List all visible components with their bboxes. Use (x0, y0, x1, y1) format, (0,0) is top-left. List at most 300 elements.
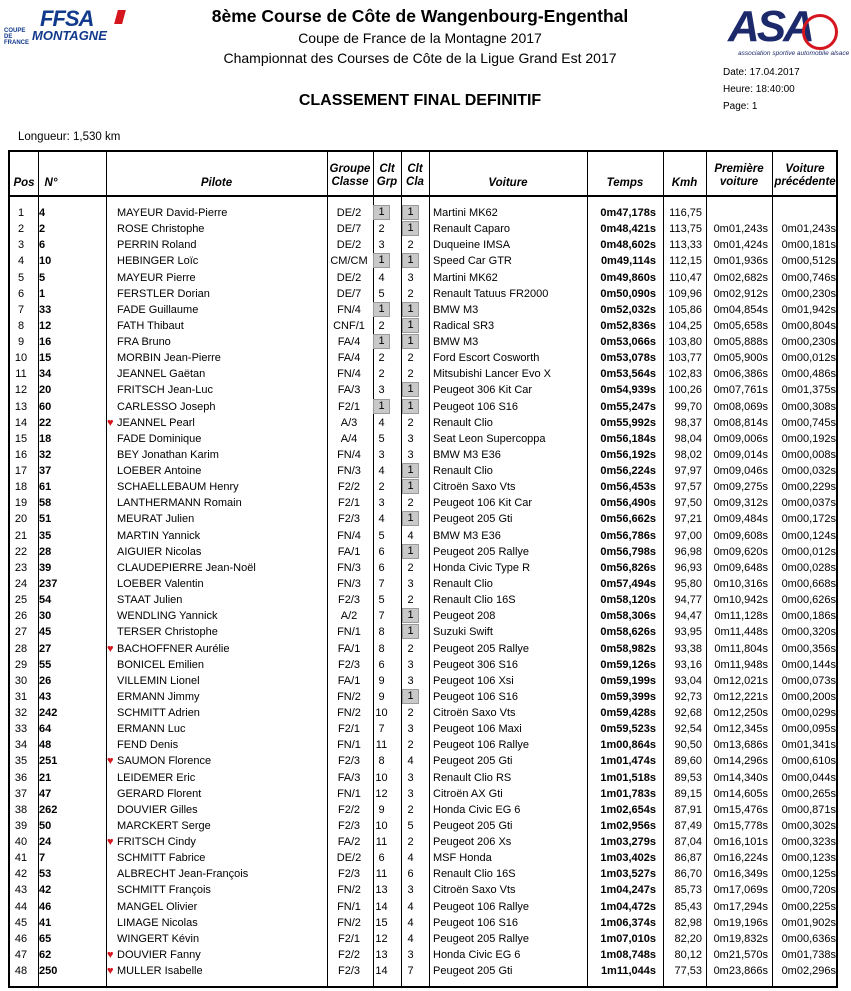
cell-pilote: LANTHERMANN Romain (117, 497, 242, 510)
cell-groupe-classe: A/3 (340, 416, 358, 429)
cell-num: 10 (39, 255, 52, 268)
cell-voiture: Peugeot 106 S16 (433, 690, 519, 703)
cell-premiere-voiture: 0m01,243s (713, 223, 768, 236)
cell-temps: 0m49,860s (600, 271, 656, 284)
cell-num: 41 (39, 916, 52, 929)
cell-kmh: 89,15 (674, 787, 702, 800)
cell-pilote: FRA Bruno (117, 336, 171, 349)
ffsa-flag-icon (114, 10, 126, 24)
cell-groupe-classe: FA/4 (337, 336, 361, 349)
cell-pilote: LEIDEMER Eric (117, 771, 196, 784)
cell-clt-grp: 10 (375, 707, 388, 720)
cell-temps: 0m47,178s (600, 207, 656, 219)
cell-groupe-classe: A/4 (340, 432, 358, 445)
cell-num: 6 (39, 239, 46, 252)
table-row (0, 237, 851, 253)
cell-clt-grp: 8 (378, 642, 385, 655)
cell-voiture: Peugeot 106 Kit Car (433, 497, 533, 510)
cell-clt-grp: 4 (378, 271, 385, 284)
cell-clt-grp: 1 (373, 334, 390, 349)
cell-pilote: TERSER Christophe (117, 626, 218, 639)
cell-kmh: 99,70 (674, 400, 702, 413)
cell-pos: 41 (14, 852, 28, 865)
col-groupe-line2: Classe (331, 176, 369, 188)
cell-premiere-voiture: 0m10,316s (713, 577, 768, 590)
cell-pilote: SCHMITT Fabrice (117, 852, 206, 865)
cell-premiere-voiture: 0m05,658s (713, 319, 768, 332)
table-row (0, 399, 851, 415)
cell-num: 61 (39, 481, 52, 494)
cell-num: 2 (39, 223, 46, 236)
cell-kmh: 103,80 (668, 336, 702, 349)
cell-pilote: MULLER Isabelle (117, 965, 203, 978)
cell-groupe-classe: DE/2 (336, 207, 362, 219)
cell-voiture-precedente: 0m00,626s (781, 594, 836, 607)
cell-clt-cla: 2 (407, 561, 414, 574)
cell-clt-cla: 3 (407, 884, 414, 897)
cell-temps: 0m59,199s (600, 674, 656, 687)
cell-pos: 12 (14, 384, 28, 397)
cell-clt-cla: 1 (402, 463, 419, 478)
cell-clt-cla: 4 (407, 529, 414, 542)
cell-voiture-precedente: 0m00,229s (781, 481, 836, 494)
cell-pilote: DOUVIER Fanny (117, 948, 201, 961)
cell-voiture: Peugeot 106 S16 (433, 916, 519, 929)
cell-kmh: 97,97 (674, 465, 702, 478)
table-row (0, 479, 851, 495)
cell-groupe-classe: CM/CM (330, 255, 368, 268)
cell-temps: 0m55,247s (600, 400, 656, 413)
cell-groupe-classe: F2/1 (337, 400, 360, 413)
cell-pilote: MAYEUR Pierre (117, 271, 196, 284)
cell-groupe-classe: F2/3 (337, 868, 360, 881)
cell-temps: 0m53,564s (600, 368, 656, 381)
cell-premiere-voiture: 0m16,349s (713, 868, 768, 881)
cell-temps: 0m59,428s (600, 707, 656, 720)
cell-voiture-precedente: 0m01,738s (781, 948, 836, 961)
cell-pilote: AIGUIER Nicolas (117, 545, 202, 558)
cell-kmh: 89,53 (674, 771, 702, 784)
cell-temps: 0m56,184s (600, 432, 656, 445)
cell-kmh: 97,57 (674, 481, 702, 494)
cell-groupe-classe: FA/1 (337, 545, 361, 558)
heart-icon: ♥ (107, 836, 114, 849)
table-row (0, 318, 851, 334)
cell-num: 62 (39, 948, 52, 961)
cell-kmh: 98,04 (674, 432, 702, 445)
table-row (0, 302, 851, 318)
cell-voiture: Citroën Saxo Vts (433, 481, 516, 494)
longueur-label: Longueur: 1,530 km (18, 131, 121, 143)
cell-premiere-voiture: 0m14,296s (713, 755, 768, 768)
cell-voiture-precedente: 0m00,186s (781, 610, 836, 623)
cell-groupe-classe: FA/3 (337, 771, 361, 784)
cell-premiere-voiture: 0m16,101s (713, 836, 768, 849)
cell-voiture-precedente: 0m00,320s (781, 626, 836, 639)
cell-clt-cla: 3 (407, 948, 414, 961)
cell-voiture-precedente: 0m00,230s (781, 287, 836, 300)
cell-clt-grp: 11 (375, 868, 388, 881)
cell-voiture: Honda Civic EG 6 (433, 803, 521, 816)
cell-num: 237 (39, 577, 58, 590)
cell-num: 51 (39, 513, 52, 526)
table-row (0, 866, 851, 882)
cell-premiere-voiture: 0m02,682s (713, 271, 768, 284)
cell-voiture: Peugeot 106 Xsi (433, 674, 514, 687)
cell-num: 45 (39, 626, 52, 639)
cell-pilote: FRITSCH Cindy (117, 836, 196, 849)
cell-clt-cla: 1 (402, 205, 419, 220)
cell-clt-grp: 6 (378, 658, 385, 671)
cell-groupe-classe: F2/1 (337, 497, 360, 510)
cell-pilote: MEURAT Julien (117, 513, 195, 526)
date-label: Date: 17.04.2017 (723, 67, 800, 78)
cell-pos: 4 (17, 255, 25, 268)
table-row (0, 334, 851, 350)
cell-num: 4 (39, 207, 46, 219)
cell-pilote: FERSTLER Dorian (117, 287, 210, 300)
cell-pos: 17 (14, 465, 28, 478)
cell-clt-grp: 2 (378, 319, 385, 332)
cell-pos: 2 (17, 223, 25, 236)
col-cltcla-line1: Clt (407, 163, 423, 175)
col-kmh-header: Kmh (671, 177, 698, 189)
cell-pos: 5 (17, 271, 25, 284)
cell-num: 1 (39, 287, 46, 300)
table-row (0, 350, 851, 366)
cell-voiture-precedente: 0m00,356s (781, 642, 836, 655)
cell-clt-cla: 2 (407, 739, 414, 752)
cell-clt-cla: 1 (402, 689, 419, 704)
cell-groupe-classe: FA/1 (337, 642, 361, 655)
page-number: Page: 1 (723, 101, 758, 112)
cell-clt-grp: 13 (375, 948, 388, 961)
cell-kmh: 93,95 (674, 626, 702, 639)
cell-pos: 22 (14, 545, 28, 558)
cell-voiture: BMW M3 (433, 303, 479, 316)
cell-groupe-classe: FN/1 (337, 900, 361, 913)
cell-pos: 48 (14, 965, 28, 978)
cell-groupe-classe: FN/4 (337, 448, 361, 461)
cell-groupe-classe: DE/7 (336, 287, 362, 300)
cell-groupe-classe: F2/1 (337, 932, 360, 945)
cell-voiture-precedente: 0m00,486s (781, 368, 836, 381)
cell-clt-grp: 2 (378, 368, 385, 381)
cell-pilote: LOEBER Antoine (117, 465, 202, 478)
header-separator (8, 195, 838, 197)
cell-num: 65 (39, 932, 52, 945)
cell-temps: 0m57,494s (600, 577, 656, 590)
cell-temps: 1m06,374s (600, 916, 656, 929)
table-row (0, 576, 851, 592)
cell-kmh: 77,53 (674, 965, 702, 978)
cell-clt-grp: 4 (378, 465, 385, 478)
cell-kmh: 97,00 (674, 529, 702, 542)
cell-clt-grp: 14 (375, 900, 388, 913)
cell-clt-grp: 5 (378, 594, 385, 607)
cell-kmh: 93,04 (674, 674, 702, 687)
cell-num: 5 (39, 271, 46, 284)
cell-num: 26 (39, 674, 52, 687)
cell-num: 37 (39, 465, 52, 478)
cell-voiture-precedente: 0m00,720s (781, 884, 836, 897)
cell-voiture-precedente: 0m01,942s (781, 303, 836, 316)
cell-pos: 31 (14, 690, 28, 703)
cell-voiture: Renault Caparo (433, 223, 511, 236)
cell-clt-grp: 11 (375, 836, 388, 849)
cell-voiture: Radical SR3 (433, 319, 495, 332)
cell-groupe-classe: DE/2 (336, 271, 362, 284)
cell-premiere-voiture: 0m09,312s (713, 497, 768, 510)
cell-clt-cla: 2 (407, 416, 414, 429)
cell-premiere-voiture: 0m11,948s (714, 658, 768, 671)
cell-pilote: MANGEL Olivier (117, 900, 198, 913)
cell-groupe-classe: F2/3 (337, 594, 360, 607)
cell-pos: 45 (14, 916, 28, 929)
cell-voiture: Peugeot 205 Gti (433, 819, 513, 832)
cell-clt-cla: 1 (402, 544, 419, 559)
cell-clt-cla: 3 (407, 674, 414, 687)
cell-clt-cla: 2 (407, 594, 414, 607)
cell-voiture: MSF Honda (433, 852, 492, 865)
cell-pos: 3 (17, 239, 25, 252)
cell-pilote: SAUMON Florence (117, 755, 212, 768)
cell-kmh: 93,16 (674, 658, 702, 671)
heart-icon: ♥ (107, 416, 114, 429)
cell-clt-grp: 5 (378, 432, 385, 445)
cell-groupe-classe: FA/4 (337, 352, 361, 365)
cell-voiture: Ford Escort Cosworth (433, 352, 540, 365)
cell-voiture-precedente: 0m00,200s (781, 690, 836, 703)
cell-voiture-precedente: 0m02,296s (781, 965, 836, 978)
cell-groupe-classe: FN/4 (337, 368, 361, 381)
cell-temps: 0m59,126s (600, 658, 656, 671)
cell-groupe-classe: FN/4 (337, 303, 361, 316)
cell-clt-grp: 5 (378, 287, 385, 300)
cell-temps: 0m56,786s (600, 529, 656, 542)
cell-temps: 0m56,826s (600, 561, 656, 574)
cell-temps: 0m53,066s (600, 336, 656, 349)
table-row (0, 624, 851, 640)
table-row (0, 544, 851, 560)
cell-voiture: Martini MK62 (433, 271, 498, 284)
cell-pos: 19 (14, 497, 28, 510)
cell-kmh: 98,37 (674, 416, 702, 429)
cell-kmh: 87,49 (674, 819, 702, 832)
cell-pos: 21 (14, 529, 28, 542)
cell-clt-grp: 15 (375, 916, 388, 929)
cell-temps: 1m01,518s (600, 771, 656, 784)
cell-clt-grp: 7 (378, 610, 385, 623)
cell-groupe-classe: FA/1 (337, 674, 361, 687)
cell-clt-cla: 2 (407, 352, 414, 365)
cell-pilote: FADE Guillaume (117, 303, 199, 316)
col-num-header: N° (44, 177, 58, 189)
table-row (0, 657, 851, 673)
cell-pos: 15 (14, 432, 28, 445)
cell-kmh: 86,70 (674, 868, 702, 881)
cell-kmh: 100,26 (668, 384, 702, 397)
cell-kmh: 97,50 (674, 497, 702, 510)
cell-kmh: 92,73 (674, 690, 702, 703)
cell-pos: 23 (14, 561, 28, 574)
cell-num: 242 (39, 707, 58, 720)
cell-premiere-voiture: 0m15,778s (713, 819, 768, 832)
cell-pilote: CARLESSO Joseph (117, 400, 216, 413)
cell-premiere-voiture: 0m09,608s (713, 529, 768, 542)
cell-num: 58 (39, 497, 52, 510)
cell-pos: 47 (14, 948, 28, 961)
cell-clt-cla: 1 (402, 253, 419, 268)
cell-num: 27 (39, 642, 52, 655)
cell-pilote: LIMAGE Nicolas (117, 916, 198, 929)
cell-pos: 7 (17, 303, 25, 316)
cell-voiture: Duqueine IMSA (433, 239, 511, 252)
cell-pilote: GERARD Florent (117, 787, 202, 800)
cell-num: 48 (39, 739, 52, 752)
cell-pos: 25 (14, 594, 28, 607)
cell-groupe-classe: F2/3 (337, 513, 360, 526)
ffsa-logo (4, 6, 130, 46)
cell-pos: 1 (17, 207, 25, 219)
cell-voiture-precedente: 0m01,243s (781, 223, 836, 236)
cell-pilote: LOEBER Valentin (117, 577, 204, 590)
cell-groupe-classe: F2/1 (337, 723, 360, 736)
asa-logo-sub: association sportive automobile alsace (738, 50, 850, 57)
cell-kmh: 110,47 (669, 271, 702, 284)
cell-pos: 30 (14, 674, 28, 687)
cell-groupe-classe: FN/2 (337, 884, 361, 897)
cell-num: 22 (39, 416, 52, 429)
cell-clt-cla: 2 (407, 287, 414, 300)
col-premiere-line1: Première (714, 163, 764, 175)
cell-pilote: ERMANN Luc (117, 723, 186, 736)
cell-groupe-classe: FA/3 (337, 384, 361, 397)
table-row (0, 463, 851, 479)
cell-num: 18 (39, 432, 52, 445)
asa-ring-icon (802, 14, 838, 50)
cell-clt-grp: 9 (378, 803, 385, 816)
cell-temps: 1m07,010s (600, 932, 656, 945)
cell-pos: 36 (14, 771, 28, 784)
cell-clt-cla: 1 (402, 302, 419, 317)
table-row (0, 753, 851, 769)
heure-label: Heure: 18:40:00 (723, 84, 795, 95)
cell-pilote: DOUVIER Gilles (117, 803, 198, 816)
cell-premiere-voiture: 0m23,866s (713, 965, 768, 978)
table-row (0, 447, 851, 463)
cell-pos: 8 (17, 319, 25, 332)
cell-pilote: ERMANN Jimmy (117, 690, 200, 703)
cell-voiture: Martini MK62 (433, 207, 498, 219)
cell-voiture-precedente: 0m00,125s (781, 868, 836, 881)
cell-clt-cla: 4 (407, 852, 414, 865)
cell-pos: 29 (14, 658, 28, 671)
cell-clt-grp: 3 (378, 497, 385, 510)
col-cltcla-header (401, 163, 429, 189)
cell-clt-cla: 4 (407, 900, 414, 913)
cell-kmh: 96,93 (674, 561, 702, 574)
cell-pos: 11 (15, 368, 27, 381)
cell-kmh: 90,50 (674, 739, 702, 752)
cell-temps: 1m02,654s (600, 803, 656, 816)
cell-pilote: MARCKERT Serge (117, 819, 211, 832)
cell-premiere-voiture: 0m02,912s (713, 287, 768, 300)
cell-pos: 33 (14, 723, 28, 736)
table-row (0, 528, 851, 544)
cell-groupe-classe: FN/1 (337, 787, 361, 800)
cell-voiture-precedente: 0m00,144s (781, 658, 836, 671)
col-groupe-header (327, 163, 373, 189)
cell-premiere-voiture: 0m09,275s (713, 481, 768, 494)
cell-pos: 16 (14, 448, 28, 461)
cell-premiere-voiture: 0m11,128s (714, 610, 768, 623)
cell-premiere-voiture: 0m08,814s (713, 416, 768, 429)
cell-voiture: Seat Leon Supercoppa (433, 432, 546, 445)
cell-pilote: ROSE Christophe (117, 223, 205, 236)
cell-voiture-precedente: 0m00,028s (781, 561, 836, 574)
col-temps-header: Temps (606, 177, 644, 189)
table-row (0, 737, 851, 753)
cell-groupe-classe: FA/2 (337, 836, 361, 849)
cell-voiture-precedente: 0m00,745s (781, 416, 836, 429)
cell-premiere-voiture: 0m10,942s (713, 594, 768, 607)
cell-pos: 39 (14, 819, 28, 832)
cell-kmh: 113,33 (669, 239, 702, 252)
cell-temps: 1m01,474s (600, 755, 656, 768)
cell-premiere-voiture: 0m04,854s (713, 303, 768, 316)
cell-voiture: BMW M3 (433, 336, 479, 349)
cell-temps: 0m56,798s (600, 545, 656, 558)
cell-groupe-classe: CNF/1 (333, 319, 365, 332)
cell-temps: 1m03,279s (600, 836, 656, 849)
cell-voiture: Honda Civic Type R (433, 561, 531, 574)
cell-groupe-classe: DE/7 (336, 223, 362, 236)
heart-icon: ♥ (107, 948, 114, 961)
cell-pos: 35 (14, 755, 28, 768)
cell-clt-grp: 8 (378, 755, 385, 768)
cell-num: 20 (39, 384, 52, 397)
cell-voiture-precedente: 0m00,029s (781, 707, 836, 720)
cell-premiere-voiture: 0m21,570s (713, 948, 768, 961)
cell-voiture-precedente: 0m00,323s (781, 836, 836, 849)
cell-pos: 24 (14, 577, 28, 590)
cell-clt-cla: 4 (407, 916, 414, 929)
cell-pilote: SCHMITT François (117, 884, 211, 897)
cell-voiture: Peugeot 205 Gti (433, 965, 513, 978)
cell-pilote: FEND Denis (117, 739, 179, 752)
cell-kmh: 98,02 (674, 448, 702, 461)
table-row (0, 786, 851, 802)
cell-kmh: 80,12 (674, 948, 702, 961)
cell-kmh: 97,21 (674, 513, 702, 526)
col-cltcla-line2: Cla (406, 176, 424, 188)
cell-voiture-precedente: 0m00,746s (781, 271, 836, 284)
cell-voiture: Honda Civic EG 6 (433, 948, 521, 961)
cell-voiture: Peugeot 208 (433, 610, 496, 623)
cell-voiture-precedente: 0m00,073s (781, 674, 836, 687)
cell-voiture: Renault Clio (433, 416, 493, 429)
heart-icon: ♥ (107, 642, 114, 655)
cell-num: 33 (39, 303, 52, 316)
cell-premiere-voiture: 0m08,069s (713, 400, 768, 413)
cell-premiere-voiture: 0m13,686s (713, 739, 768, 752)
cell-num: 28 (39, 545, 52, 558)
cell-clt-grp: 2 (378, 481, 385, 494)
cell-voiture: BMW M3 E36 (433, 448, 501, 461)
table-row (0, 592, 851, 608)
cell-voiture: Peugeot 205 Rallye (433, 932, 530, 945)
